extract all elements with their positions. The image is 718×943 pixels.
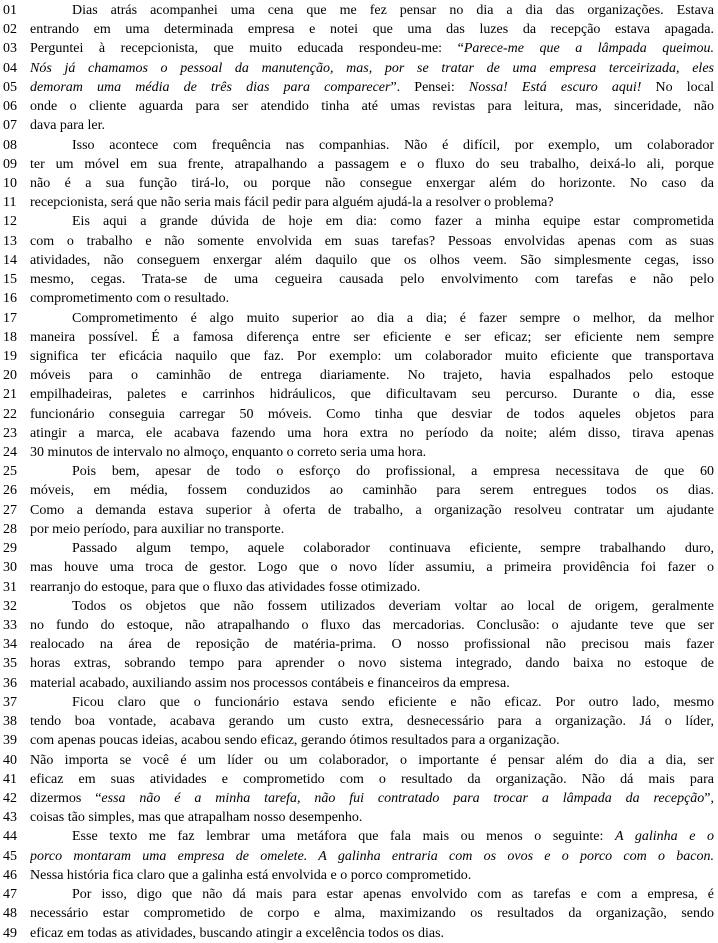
line-text: com o trabalho e não somente envolvida em suas tarefas? Pessoas envolvidas apenas com as suas <box>30 233 714 249</box>
line-text: não é a sua função tirá-lo, ou porque não consegue enxergar além do horizonte. No caso da <box>30 175 714 191</box>
text-line <box>0 20 718 39</box>
line-text: recepcionista, será que não seria mais fácil pedir para alguém ajudá-la a resolver o problema? <box>30 195 554 211</box>
text-line <box>0 289 718 308</box>
text-line <box>0 578 718 597</box>
text-line <box>0 789 718 808</box>
text-line <box>0 347 718 366</box>
text-line <box>0 155 718 174</box>
line-text: entrando em uma determinada empresa e notei que uma das luzes da recepção estava apagada. <box>30 22 714 38</box>
line-text: eficaz em suas atividades e comprometido com o resultado da organização. Não dá mais para <box>30 771 714 787</box>
text-line <box>0 309 718 328</box>
text-line <box>0 251 718 270</box>
line-number: 04 <box>3 60 17 76</box>
text-line <box>0 462 718 481</box>
line-number: 16 <box>3 291 17 307</box>
text-line <box>0 116 718 135</box>
line-text: porco montaram uma empresa de omelete. A galinha entraria com os ovos e o porco com o bacon. <box>30 848 714 864</box>
line-number: 17 <box>3 310 17 326</box>
line-number: 14 <box>3 252 17 268</box>
line-number: 35 <box>3 656 17 672</box>
line-text: Comprometimento é algo muito superior ao dia a dia; é fazer sempre o melhor, da melhor <box>72 310 714 326</box>
line-text: no fundo do estoque, não atrapalhando o fluxo das mercadorias. Conclusão: o ajudante teve que ser <box>30 618 714 633</box>
line-text: onde o cliente aguarda para ser atendido tinha até umas revistas para leitura, mas, sinceridade, não <box>30 99 714 115</box>
line-number: 13 <box>3 233 17 249</box>
text-line <box>0 424 718 443</box>
line-text: horas extras, sobrando tempo para aprender o novo sistema integrado, dando baixa no estoque de <box>30 656 714 672</box>
line-number: 41 <box>3 771 17 787</box>
text-line <box>0 635 718 654</box>
line-number: 33 <box>3 618 17 633</box>
text-line <box>0 501 718 520</box>
line-text: significa ter eficácia naquilo que faz. Por exemplo: um colaborador muito eficiente que transportava <box>30 348 714 364</box>
text-line <box>0 827 718 846</box>
text-line <box>0 751 718 770</box>
line-number: 26 <box>3 483 17 499</box>
text-line <box>0 1 718 20</box>
line-text: funcionário conseguia carregar 50 móveis. Como tinha que desviar de todos aqueles objetos para <box>30 406 714 422</box>
line-number: 05 <box>3 79 17 95</box>
text-line <box>0 405 718 424</box>
line-number: 01 <box>3 3 17 18</box>
line-number: 09 <box>3 156 17 172</box>
text-line <box>0 885 718 904</box>
line-number: 43 <box>3 810 17 826</box>
line-number: 38 <box>3 714 17 730</box>
line-text: Isso acontece com frequência nas companhias. Não é difícil, por exemplo, um colaborador <box>72 137 714 153</box>
line-number: 10 <box>3 175 17 191</box>
line-text: Nessa história fica claro que a galinha está envolvida e o porco comprometido. <box>30 867 472 883</box>
line-number: 02 <box>3 22 17 38</box>
text-line <box>0 866 718 885</box>
text-line <box>0 654 718 673</box>
line-text: mesmo, cegas. Trata-se de uma cegueira causada pelo envolvimento com tarefas e não pelo <box>30 272 714 288</box>
line-text: rearranjo do estoque, para que o fluxo das atividades fosse otimizado. <box>30 579 421 595</box>
line-text: necessário estar comprometido de corpo e alma, maximizando os resultados da organização, sendo <box>30 906 714 922</box>
text-line <box>0 136 718 155</box>
text-line <box>0 674 718 693</box>
line-text: com apenas poucas ideias, acabou sendo eficaz, gerando ótimos resultados para a organização. <box>30 733 560 749</box>
line-number: 47 <box>3 887 17 903</box>
line-text: Ficou claro que o funcionário estava sendo eficiente e não eficaz. Por outro lado, mesmo <box>72 694 714 710</box>
line-number: 28 <box>3 521 17 537</box>
line-number: 34 <box>3 637 17 653</box>
text-line <box>0 731 718 750</box>
text-line <box>0 616 718 635</box>
text-line <box>0 39 718 58</box>
line-text: Todos os objetos que não fossem utilizados deveriam voltar ao local de origem, geralmente <box>72 598 714 614</box>
line-text: móveis para o caminhão de entrega diariamente. No trajeto, havia espalhados pelo estoque <box>30 368 714 384</box>
line-number: 19 <box>3 348 17 364</box>
text-line <box>0 481 718 500</box>
text-lines-container <box>0 1 718 943</box>
line-number: 48 <box>3 906 17 922</box>
text-line <box>0 693 718 712</box>
text-line <box>0 558 718 577</box>
line-number: 03 <box>3 41 17 57</box>
line-text: eficaz em todas as atividades, buscando atingir a excelência todos os dias. <box>30 925 445 941</box>
line-number: 20 <box>3 368 17 384</box>
line-text: material acabado, auxiliando assim nos processos contábeis e financeiros da empresa. <box>30 675 510 691</box>
line-text: Como a demanda estava superior à oferta de trabalho, a organização resolveu contratar um ajudante <box>30 502 714 518</box>
line-text: Passado algum tempo, aquele colaborador continuava eficiente, sempre trabalhando duro, <box>72 541 714 557</box>
line-text: atingir a marca, ele acabava fazendo uma hora extra no período da noite; além disso, tirava apenas <box>30 425 714 441</box>
text-line <box>0 520 718 539</box>
line-text: tendo boa vontade, acabava gerando um custo extra, desnecessário para a organização. Já o líder, <box>30 714 714 730</box>
line-text: dava para ler. <box>30 118 106 134</box>
text-line <box>0 270 718 289</box>
line-number: 27 <box>3 502 17 518</box>
text-line <box>0 232 718 251</box>
text-line <box>0 443 718 462</box>
line-number: 39 <box>3 733 17 749</box>
text-line <box>0 78 718 97</box>
line-text: realocado na área de reposição de matéria-prima. O nosso profissional não precisou mais fazer <box>30 637 714 653</box>
line-text: Eis aqui a grande dúvida de hoje em dia: como fazer a minha equipe estar comprometida <box>72 214 714 230</box>
line-text: Pois bem, apesar de todo o esforço do profissional, a empresa necessitava de que 60 <box>72 464 714 480</box>
line-text: atividades, não conseguem enxergar além daquilo que os olhos veem. São simplesmente cegas, isso <box>30 252 714 268</box>
line-number: 21 <box>3 387 17 403</box>
text-line <box>0 539 718 558</box>
text-line <box>0 712 718 731</box>
line-number: 36 <box>3 675 17 691</box>
line-text: por meio período, para auxiliar no transporte. <box>30 521 285 537</box>
line-number: 31 <box>3 579 17 595</box>
text-line <box>0 328 718 347</box>
line-number: 30 <box>3 560 17 576</box>
line-number: 42 <box>3 790 17 806</box>
line-number: 15 <box>3 272 17 288</box>
line-text: 30 minutos de intervalo no almoço, enquanto o correto seria uma hora. <box>30 445 427 461</box>
text-line <box>0 193 718 212</box>
line-text: mas houve uma troca de gestor. Logo que o novo líder assumiu, a primeira providência foi fazer o <box>30 560 714 576</box>
line-number: 07 <box>3 118 17 134</box>
line-number: 25 <box>3 464 17 480</box>
text-line <box>0 770 718 789</box>
line-number: 18 <box>3 329 17 345</box>
line-text: ter um móvel em sua frente, atrapalhando a passagem e o fluxo do seu trabalho, deixá-lo ali, porque <box>30 156 714 172</box>
line-number: 23 <box>3 425 17 441</box>
line-text: Nós já chamamos o pessoal da manutenção, mas, por se tratar de uma empresa terceirizada, eles <box>30 60 714 76</box>
line-number: 37 <box>3 694 17 710</box>
line-number: 06 <box>3 99 17 115</box>
line-text: coisas tão simples, mas que atrapalham nosso desempenho. <box>30 810 363 826</box>
text-line <box>0 212 718 231</box>
line-number: 22 <box>3 406 17 422</box>
line-number: 46 <box>3 867 17 883</box>
line-text: empilhadeiras, paletes e carrinhos hidráulicos, que dificultavam seu percurso. Durante o dia, esse <box>30 387 714 403</box>
text-line <box>0 366 718 385</box>
line-text: Dias atrás acompanhei uma cena que me fez pensar no dia a dia das organizações. Estava <box>72 3 714 18</box>
text-line <box>0 924 718 943</box>
text-line <box>0 174 718 193</box>
line-number: 12 <box>3 214 17 230</box>
line-text: Por isso, digo que não dá mais para estar apenas envolvido com as tarefas e com a empresa, é <box>72 887 714 903</box>
text-line <box>0 597 718 616</box>
line-number: 45 <box>3 848 17 864</box>
line-text: móveis, em média, fossem conduzidos ao caminhão para serem entregues todos os dias. <box>30 483 714 499</box>
text-line <box>0 59 718 78</box>
line-number: 49 <box>3 925 17 941</box>
line-text: Não importa se você é um líder ou um colaborador, o importante é pensar além do dia a dia, ser <box>30 752 714 768</box>
line-text: Esse texto me faz lembrar uma metáfora que fala mais ou menos o seguinte: A galinha e o <box>72 829 714 845</box>
line-number: 40 <box>3 752 17 768</box>
line-number: 24 <box>3 445 17 461</box>
line-number: 32 <box>3 598 17 614</box>
line-number: 44 <box>3 829 17 845</box>
line-number: 08 <box>3 137 17 153</box>
text-line <box>0 904 718 923</box>
line-number: 11 <box>3 195 17 211</box>
line-number: 29 <box>3 541 17 557</box>
line-text: Perguntei à recepcionista, que muito educada respondeu-me: “Parece-me que a lâmpada queimou. <box>30 41 714 57</box>
text-line <box>0 97 718 116</box>
text-line <box>0 847 718 866</box>
text-line <box>0 808 718 827</box>
text-line <box>0 385 718 404</box>
line-text: dizermos “essa não é a minha tarefa, não fui contratado para trocar a lâmpada da recepção”, <box>30 790 714 806</box>
line-text: maneira possível. É a famosa diferença entre ser eficiente e ser eficaz; ser eficiente nem sempre <box>30 329 714 345</box>
line-text: comprometimento com o resultado. <box>30 291 230 307</box>
line-text: demoram uma média de três dias para comparecer”. Pensei: Nossa! Está escuro aqui! No local <box>30 79 714 95</box>
